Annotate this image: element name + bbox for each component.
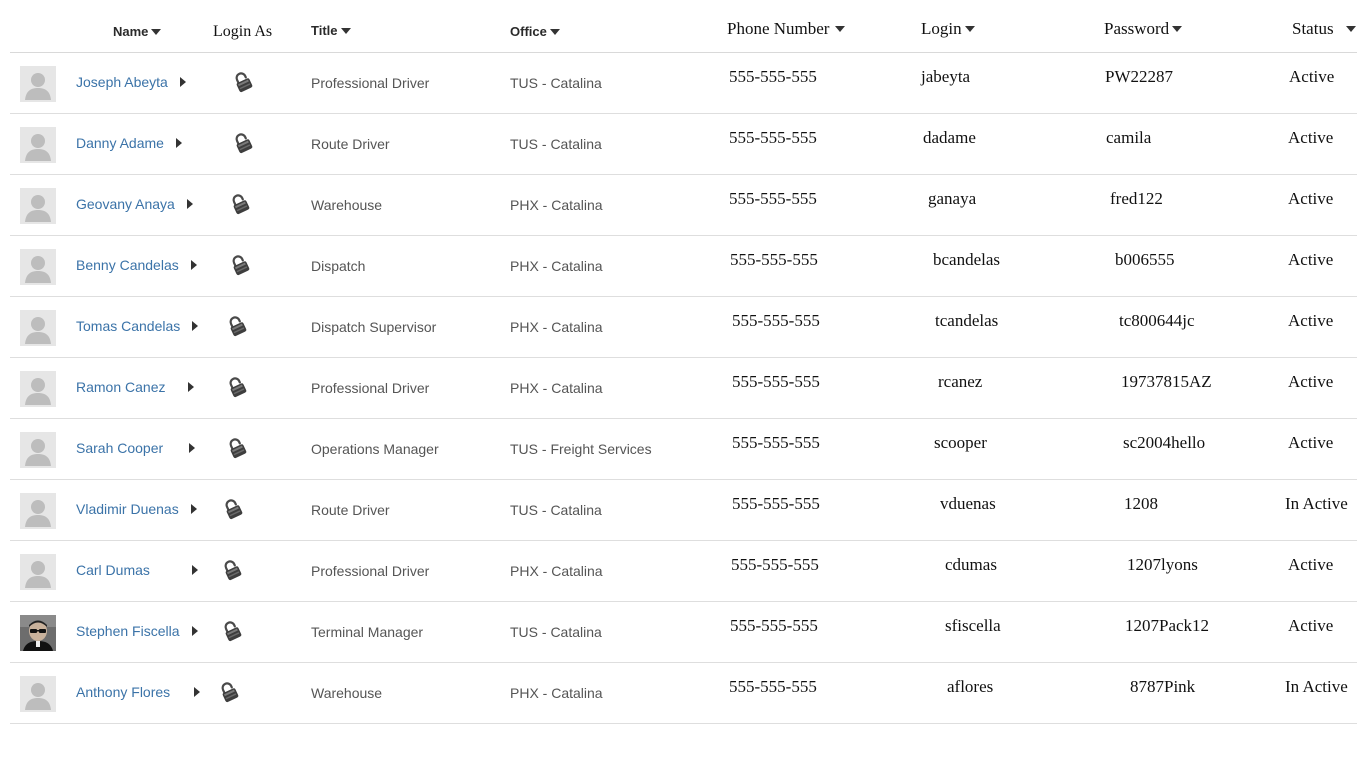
- employee-name-link[interactable]: [76, 135, 182, 151]
- employee-login: tcandelas: [935, 311, 999, 330]
- avatar[interactable]: [20, 493, 56, 529]
- table-row: [0, 53, 1366, 114]
- header-login-as-label: Login As: [213, 23, 273, 40]
- employee-phone: 555-555-555: [729, 189, 817, 208]
- header-title-label: Title: [311, 23, 338, 38]
- triangle-right-icon[interactable]: [180, 77, 186, 87]
- triangle-right-icon[interactable]: [191, 260, 197, 270]
- employee-password: PW22287: [1105, 67, 1173, 86]
- employee-login: bcandelas: [933, 250, 1001, 269]
- table-header: [0, 0, 1366, 52]
- employee-name: Joseph Abeyta: [76, 74, 168, 90]
- login-as-button[interactable]: [229, 254, 251, 276]
- table-row: [0, 602, 1366, 663]
- table-row: [0, 358, 1366, 419]
- employee-name: Vladimir Duenas: [76, 501, 179, 517]
- employee-name: Stephen Fiscella: [76, 623, 180, 639]
- employee-name: Geovany Anaya: [76, 196, 175, 212]
- employee-office: PHX - Catalina: [510, 685, 603, 701]
- status-text: Active: [1288, 311, 1334, 330]
- employee-office: PHX - Catalina: [510, 319, 603, 335]
- triangle-right-icon[interactable]: [192, 565, 198, 575]
- employee-title: Dispatch Supervisor: [311, 319, 437, 335]
- employee-name-link[interactable]: [76, 501, 197, 517]
- user-silhouette-icon: [20, 188, 56, 224]
- employee-login: sfiscella: [945, 616, 1001, 635]
- triangle-right-icon[interactable]: [176, 138, 182, 148]
- employee-office: PHX - Catalina: [510, 258, 603, 274]
- user-silhouette-icon: [20, 310, 56, 346]
- login-as-button[interactable]: [232, 132, 254, 154]
- avatar[interactable]: [20, 554, 56, 590]
- caret-down-icon: [151, 29, 161, 35]
- employee-office: TUS - Catalina: [510, 136, 602, 152]
- user-silhouette-icon: [20, 66, 56, 102]
- employee-name-link[interactable]: [76, 684, 200, 700]
- triangle-right-icon[interactable]: [189, 443, 195, 453]
- user-silhouette-icon: [20, 249, 56, 285]
- employee-login: aflores: [947, 677, 994, 696]
- employee-name: Benny Candelas: [76, 257, 179, 273]
- caret-down-icon: [341, 28, 351, 34]
- table-row: [0, 114, 1366, 175]
- employee-password: 1208: [1124, 494, 1158, 513]
- employee-login: rcanez: [938, 372, 983, 391]
- employee-password: b006555: [1115, 250, 1175, 269]
- login-as-button[interactable]: [226, 315, 248, 337]
- employee-title: Professional Driver: [311, 563, 430, 579]
- triangle-right-icon[interactable]: [192, 626, 198, 636]
- employee-office: TUS - Catalina: [510, 502, 602, 518]
- employee-title: Operations Manager: [311, 441, 439, 457]
- header-office-label: Office: [510, 24, 547, 39]
- padlock-icon: [222, 498, 244, 520]
- user-photo-icon: [20, 615, 56, 651]
- login-as-button[interactable]: [232, 71, 254, 93]
- employee-phone: 555-555-555: [729, 677, 817, 696]
- login-as-button[interactable]: [226, 376, 248, 398]
- table-row: [0, 175, 1366, 236]
- padlock-icon: [232, 71, 254, 93]
- avatar[interactable]: [20, 310, 56, 346]
- header-login[interactable]: [921, 19, 975, 39]
- login-as-button[interactable]: [229, 193, 251, 215]
- employee-login: cdumas: [945, 555, 997, 574]
- padlock-icon: [221, 620, 243, 642]
- employee-title: Route Driver: [311, 136, 390, 152]
- employee-password: 1207Pack12: [1125, 616, 1210, 635]
- table-row: [0, 297, 1366, 358]
- avatar[interactable]: [20, 615, 56, 651]
- header-status-label: Status: [1292, 19, 1334, 38]
- employee-phone: 555-555-555: [729, 128, 817, 147]
- employee-password: camila: [1106, 128, 1152, 147]
- employee-title: Dispatch: [311, 258, 366, 274]
- header-status[interactable]: [1292, 19, 1356, 39]
- employee-login: vduenas: [940, 494, 996, 513]
- triangle-right-icon[interactable]: [191, 504, 197, 514]
- header-title[interactable]: [311, 23, 351, 38]
- status-text: Active: [1288, 555, 1334, 574]
- user-silhouette-icon: [20, 371, 56, 407]
- avatar[interactable]: [20, 188, 56, 224]
- employee-name: Danny Adame: [76, 135, 164, 151]
- status-text: In Active: [1285, 494, 1348, 513]
- login-as-button[interactable]: [221, 620, 243, 642]
- employee-phone: 555-555-555: [731, 555, 819, 574]
- employee-title: Professional Driver: [311, 380, 430, 396]
- employee-phone: 555-555-555: [732, 494, 820, 513]
- user-silhouette-icon: [20, 127, 56, 163]
- table-row: [0, 419, 1366, 480]
- row-divider: [10, 723, 1357, 724]
- employee-office: PHX - Catalina: [510, 197, 603, 213]
- employee-password: tc800644jc: [1119, 311, 1195, 330]
- avatar[interactable]: [20, 249, 56, 285]
- status-text: Active: [1288, 189, 1334, 208]
- caret-down-icon: [550, 29, 560, 35]
- padlock-icon: [218, 681, 240, 703]
- status-text: Active: [1288, 433, 1334, 452]
- user-silhouette-icon: [20, 554, 56, 590]
- caret-down-icon: [835, 26, 845, 32]
- padlock-icon: [221, 559, 243, 581]
- employee-name: Sarah Cooper: [76, 440, 164, 456]
- header-phone-label: Phone Number: [727, 19, 830, 38]
- employee-title: Professional Driver: [311, 75, 430, 91]
- employee-password: sc2004hello: [1123, 433, 1206, 452]
- user-silhouette-icon: [20, 676, 56, 712]
- header-password[interactable]: [1104, 19, 1182, 39]
- status-text: Active: [1288, 128, 1334, 147]
- employee-password: 19737815AZ: [1121, 372, 1212, 391]
- header-phone[interactable]: [727, 19, 845, 39]
- employee-office: TUS - Freight Services: [510, 441, 652, 457]
- caret-down-icon: [965, 26, 975, 32]
- employee-login: scooper: [934, 433, 987, 452]
- header-name-label: Name: [113, 24, 149, 39]
- table-row: [0, 236, 1366, 297]
- avatar[interactable]: [20, 66, 56, 102]
- status-text: In Active: [1285, 677, 1348, 696]
- triangle-right-icon[interactable]: [192, 321, 198, 331]
- caret-down-icon: [1172, 26, 1182, 32]
- employee-name-link[interactable]: [76, 318, 198, 334]
- employee-name: Carl Dumas: [76, 562, 150, 578]
- avatar[interactable]: [20, 432, 56, 468]
- triangle-right-icon[interactable]: [187, 199, 193, 209]
- employee-name-link[interactable]: [76, 562, 198, 578]
- login-as-button[interactable]: [222, 498, 244, 520]
- employee-office: PHX - Catalina: [510, 563, 603, 579]
- employee-office: PHX - Catalina: [510, 380, 603, 396]
- caret-down-icon: [1346, 26, 1356, 32]
- padlock-icon: [226, 315, 248, 337]
- employee-login: ganaya: [928, 189, 977, 208]
- employee-phone: 555-555-555: [729, 67, 817, 86]
- employee-name-link[interactable]: [76, 257, 197, 273]
- status-text: Active: [1289, 67, 1335, 86]
- employee-name: Anthony Flores: [76, 684, 171, 700]
- status-text: Active: [1288, 250, 1334, 269]
- padlock-icon: [229, 254, 251, 276]
- employee-title: Route Driver: [311, 502, 390, 518]
- header-password-label: Password: [1104, 19, 1170, 38]
- header-office[interactable]: [510, 24, 560, 39]
- table-row: [0, 480, 1366, 541]
- padlock-icon: [229, 193, 251, 215]
- employee-title: Terminal Manager: [311, 624, 424, 640]
- employee-login: dadame: [923, 128, 976, 147]
- status-text: Active: [1288, 616, 1334, 635]
- employee-name-link[interactable]: [76, 440, 195, 456]
- header-login-as: [213, 23, 272, 41]
- avatar[interactable]: [20, 371, 56, 407]
- employee-phone: 555-555-555: [732, 433, 820, 452]
- employee-name: Ramon Canez: [76, 379, 166, 395]
- employee-phone: 555-555-555: [732, 372, 820, 391]
- avatar[interactable]: [20, 127, 56, 163]
- table-row: [0, 663, 1366, 724]
- status-text: Active: [1288, 372, 1334, 391]
- user-silhouette-icon: [20, 493, 56, 529]
- avatar[interactable]: [20, 676, 56, 712]
- user-silhouette-icon: [20, 432, 56, 468]
- employee-login: jabeyta: [921, 67, 971, 86]
- padlock-icon: [226, 437, 248, 459]
- employee-name-link[interactable]: [76, 196, 193, 212]
- employee-password: 8787Pink: [1130, 677, 1196, 696]
- login-as-button[interactable]: [226, 437, 248, 459]
- header-name[interactable]: [113, 24, 161, 39]
- login-as-button[interactable]: [221, 559, 243, 581]
- table-row: [0, 541, 1366, 602]
- employee-title: Warehouse: [311, 197, 383, 213]
- triangle-right-icon[interactable]: [194, 687, 200, 697]
- padlock-icon: [226, 376, 248, 398]
- triangle-right-icon[interactable]: [188, 382, 194, 392]
- employee-password: fred122: [1110, 189, 1163, 208]
- employee-office: TUS - Catalina: [510, 624, 602, 640]
- employee-office: TUS - Catalina: [510, 75, 602, 91]
- employee-title: Warehouse: [311, 685, 383, 701]
- employee-name-link[interactable]: [76, 74, 186, 90]
- employee-phone: 555-555-555: [730, 616, 818, 635]
- employee-phone: 555-555-555: [732, 311, 820, 330]
- employee-name-link[interactable]: [76, 623, 198, 639]
- employee-name: Tomas Candelas: [76, 318, 181, 334]
- login-as-button[interactable]: [218, 681, 240, 703]
- padlock-icon: [232, 132, 254, 154]
- header-login-label: Login: [921, 19, 962, 38]
- employee-phone: 555-555-555: [730, 250, 818, 269]
- employee-password: 1207lyons: [1127, 555, 1198, 574]
- employee-name-link[interactable]: [76, 379, 194, 395]
